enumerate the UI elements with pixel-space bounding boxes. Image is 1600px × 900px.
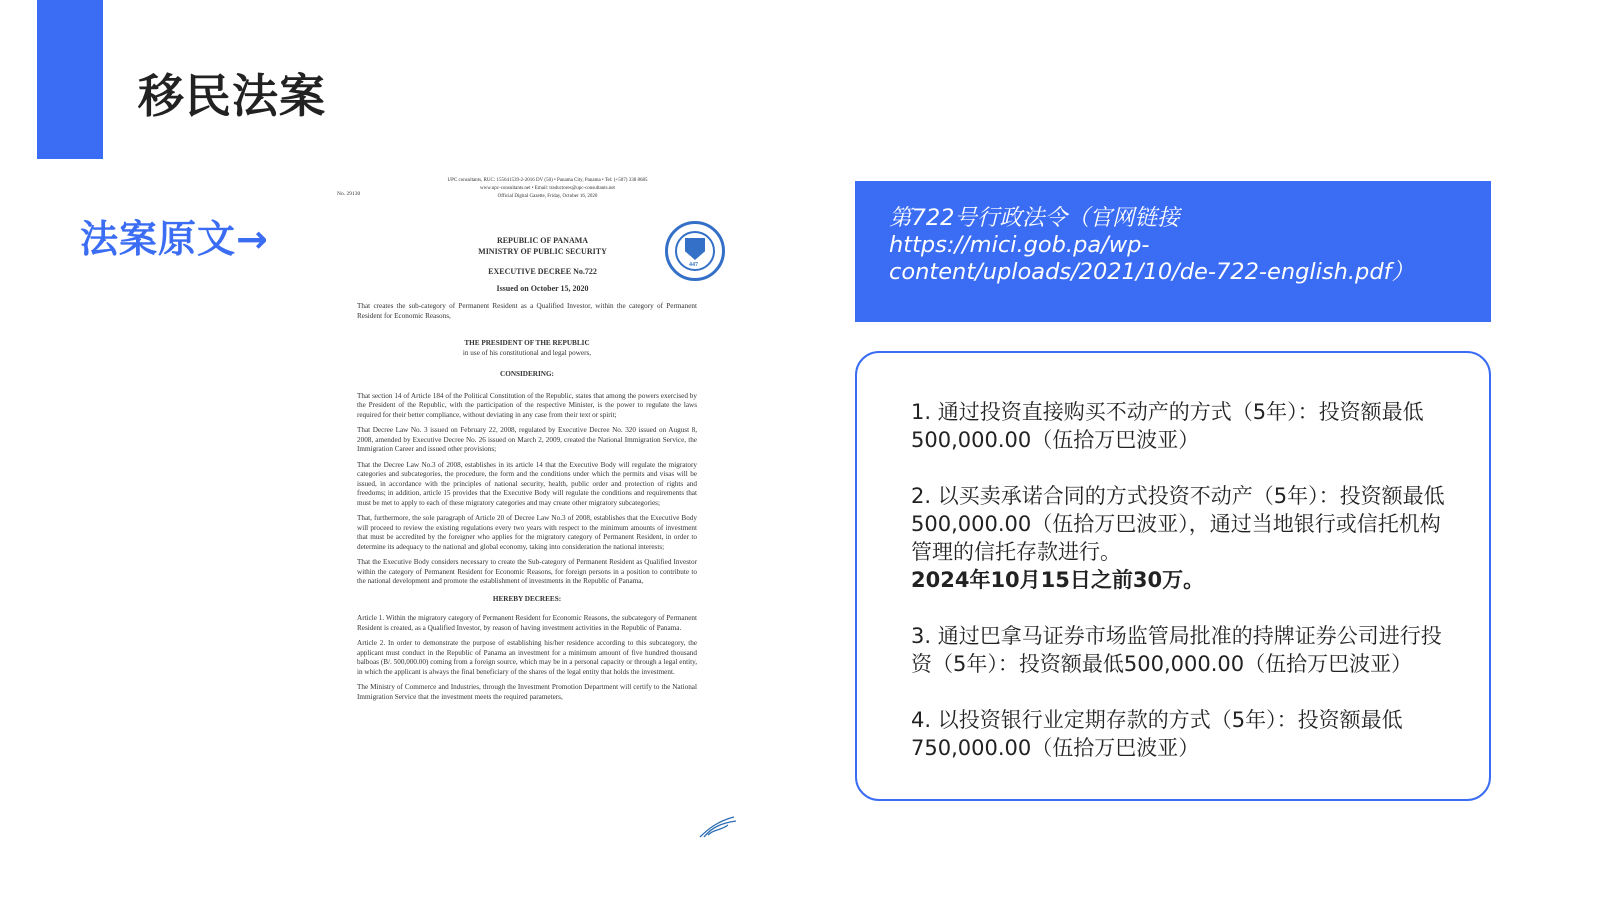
decree-link-box[interactable] xyxy=(855,181,1491,322)
ministry-heading: MINISTRY OF PUBLIC SECURITY xyxy=(478,247,607,256)
option-item-text: 2. 以买卖承诺合同的方式投资不动产（5年）：投资额最低500,000.00（伍拾万巴波亚），通过当地银行或信托机构管理的信托存款进行。 xyxy=(911,484,1445,564)
gazette-issue-number: No. 29130 xyxy=(337,191,361,197)
seal-number: 447 xyxy=(689,262,698,268)
article-paragraph: Article 2. In order to demonstrate the purpose of establishing his/her residence according to this subcategory, the applicant must conduct in the Republic of Panama an investment for a minimum amount of five hundred thousand balboas (B/. 500,000.00) coming from a foreign source, which may be in a personal capacity or through a legal entity, in which the applicant is always the final beneficiary of the shares of the legal entity that holds the investment. xyxy=(357,639,697,676)
republic-heading: REPUBLIC OF PANAMA xyxy=(496,236,589,245)
decree-letterhead xyxy=(375,177,720,201)
letterhead-line: UPC consultants, RUC: 155641539-2-2016 DV (50) • Panama City, Panama • Tel: (+507) 338 8685 xyxy=(447,178,648,183)
official-link-text[interactable]: content/uploads/2021/10/de-722-english.pdf） xyxy=(889,259,1415,285)
president-heading: THE PRESIDENT OF THE REPUBLIC xyxy=(464,339,590,347)
official-link-text[interactable]: https://mici.gob.pa/wp- xyxy=(889,232,1150,258)
decree-intro: That creates the sub-category of Permanent Resident as a Qualified Investor, within the category of Permanent Resident for Economic Reasons, xyxy=(357,302,697,320)
powers-line: in use of his constitutional and legal powers, xyxy=(462,348,592,357)
link-box-title: 第722号行政法令（官网链接 xyxy=(889,205,1180,231)
option-item: 1. 通过投资直接购买不动产的方式（5年）：投资额最低500,000.00（伍拾万巴波亚） xyxy=(911,400,1424,452)
page-title: 移民法案 xyxy=(138,69,326,123)
decree-title: EXECUTIVE DECREE No.722 xyxy=(488,267,597,276)
original-text-label: 法案原文→ xyxy=(80,217,269,261)
decree-body xyxy=(357,302,697,708)
hereby-heading: HEREBY DECREES: xyxy=(492,594,562,603)
article-paragraph: Article 1. Within the migratory category of Permanent Resident for Economic Reasons, the subcategory of Permanent Resident is created, as a Qualified Investor, by reason of having investment activities in the Republic of Panama. xyxy=(357,614,697,632)
considering-paragraph: That, furthermore, the sole paragraph of Article 20 of Decree Law No.3 of 2008, establishes that the Executive Body will proceed to review the existing regulations every two years with respect to the minimum amounts of investment that must be accredited by the foreigner who applies for the migratory category of Permanent Resident, in order to determine its adequacy to the national and global economy, taking into consideration the national interests; xyxy=(357,514,697,551)
investment-options-box xyxy=(855,351,1491,801)
decree-titles xyxy=(455,235,630,294)
option-item: 4. 以投资银行业定期存款的方式（5年）：投资额最低750,000.00（伍拾万巴波亚） xyxy=(911,708,1403,760)
ministry-seal-icon xyxy=(665,221,725,281)
option-item-emphasis: 2024年10月15日之前30万。 xyxy=(911,568,1205,592)
considering-paragraph: That the Executive Body considers necessary to create the Sub-category of Permanent Resident as Qualified Investor within the category of Permanent Resident for Economic Reasons, for foreign persons in a position to contribute to the national development and promote the establishment of investments in the Republic of Panama, xyxy=(357,558,697,585)
article-paragraph: The Ministry of Commerce and Industries, through the Investment Promotion Department will certify to the National Immigration Service that the investment meets the required parameters, xyxy=(357,683,697,701)
signature-icon xyxy=(698,815,738,839)
considering-heading: CONSIDERING: xyxy=(500,370,554,378)
letterhead-line: www.upc-consultants.net • Email: traductores@upc-consultants.net xyxy=(480,186,615,191)
considering-paragraph: That the Decree Law No.3 of 2008, establishes in its article 14 that the Executive Body will regulate the migratory categories and subcategories, the procedure, the form and the conditions under which the permits and visas will be issued, in accordance with the principles of national security, health, public order and protection of rights and freedoms; in addition, article 15 provides that the Executive Body will regulate the conditions and requirements that must be met to apply to each of these migratory categories and may create other migratory subcategories; xyxy=(357,460,697,507)
option-item: 3. 通过巴拿马证券市场监管局批准的持牌证券公司进行投资（5年）：投资额最低500,000.00（伍拾万巴波亚） xyxy=(911,624,1442,676)
option-item xyxy=(911,482,1451,594)
letterhead-line: Official Digital Gazette, Friday, October 16, 2020 xyxy=(497,194,598,199)
accent-bar xyxy=(37,0,103,159)
considering-paragraph: That section 14 of Article 184 of the Political Constitution of the Republic, states that among the powers exercised by the President of the Republic, with the participation of the respective Minister, is the power to regulate the laws required for their better compliance, without deviating in any case from their text or spirit; xyxy=(357,391,697,419)
considering-paragraph: That Decree Law No. 3 issued on February 22, 2008, regulated by Executive Decree No. 320 issued on August 8, 2008, amended by Executive Decree No. 26 issued on March 2, 2009, created the National Immigration Service, the Immigration Career and issued other provisions; xyxy=(357,426,697,453)
decree-issued-date: Issued on October 15, 2020 xyxy=(496,284,589,293)
decree-document xyxy=(335,177,720,827)
